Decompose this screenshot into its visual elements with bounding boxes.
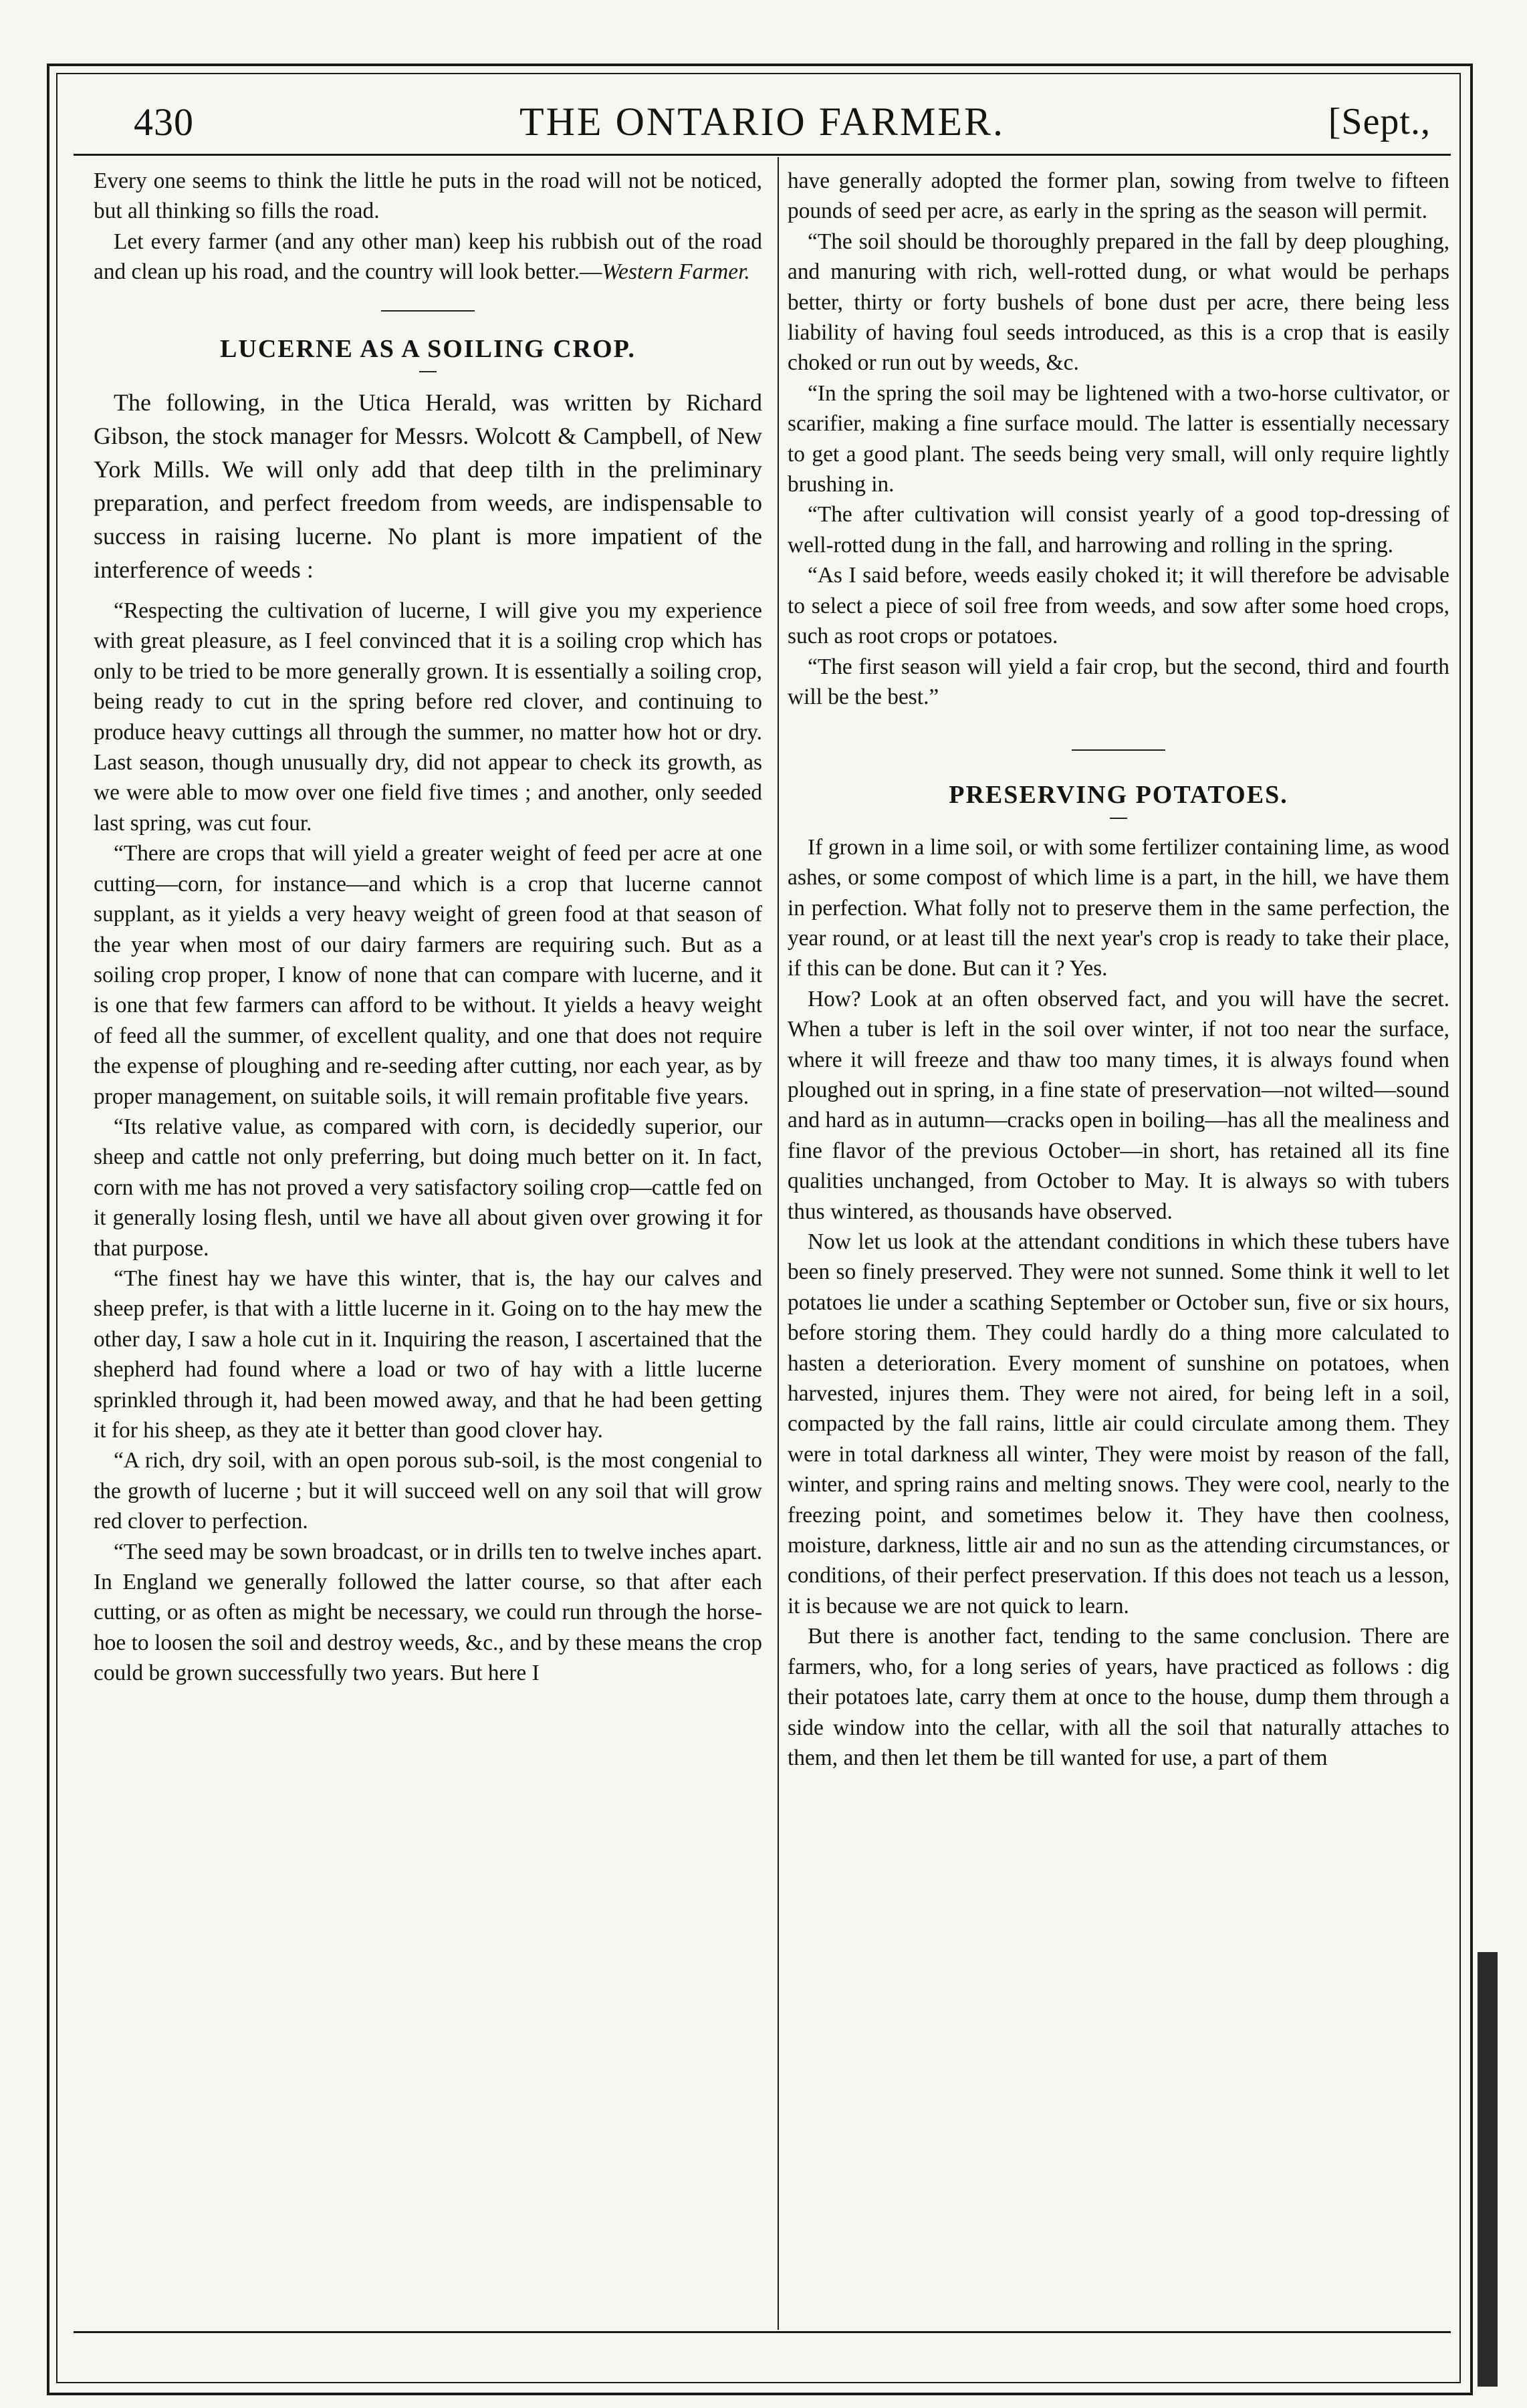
paragraph: “As I said before, weeds easily choked it; it will therefore be advisable to select a piece of soil free from weeds, and sow after some hoed crops, such as root crops or potatoes. [788,563,1449,649]
source-signature: Western Farmer. [602,259,750,285]
paragraph [94,227,762,287]
paragraph: “The first season will yield a fair crop, but the second, third and fourth will be the best.” [788,654,1449,709]
binding-shadow [1478,1952,1498,2387]
paragraph: “The after cultivation will consist yearly of a good top-dressing of well-rotted dung in the fall, and harrowing and rolling in the spring. [788,502,1449,558]
right-column [788,166,1449,2325]
footer-rule [74,2331,1451,2333]
header-rule [74,154,1451,156]
paragraph: “In the spring the soil may be lightened with a two-horse cultivator, or scarifier, making a fine surface mould. The latter is essentially necessary to get a good plant. The seeds being very small, will only require lightly brushing in. [788,380,1449,497]
paragraph: “The finest hay we have this winter, that is, the hay our calves and sheep prefer, is that with a little lucerne in it. Going on to the hay mew the other day, I saw a hole cut in it. Inquiring the reason, I ascertained that the shepherd had found where a load or two of hay with a little lucerne sprinkled through it, had been mowed away, and that he had been getting it for his sheep, as they ate it better than good clover hay. [94,1266,762,1443]
page-number: 430 [134,100,194,144]
paragraph: But there is another fact, tending to the same conclusion. There are farmers, who, for a long series of years, have practiced as follows : dig their potatoes late, carry them at once to the house, dump them through a side window into the cellar, with all the soil that naturally attaches to them, and then let them be till wanted for use, a part of them [788,1624,1449,1770]
paragraph: have generally adopted the former plan, sowing from twelve to fifteen pounds of seed per acre, as early in the spring as the season will permit. [788,168,1449,224]
left-column [94,166,762,2325]
paragraph: “The seed may be sown broadcast, or in drills ten to twelve inches apart. In England we generally followed the latter course, so that after each cutting, or as often as might be necessary, we could run through the horse-hoe to loosen the soil and destroy weeds, &c., and by these means the crop could be grown successfully two years. But here I [94,1539,762,1686]
paragraph: How? Look at an often observed fact, and you will have the secret. When a tuber is left in the soil over winter, if not too near the surface, where it will freeze and thaw too many times, it is always found when ploughed out in spring, in a fine state of preservation—not wilted—sound and hard as in autumn—cracks open in boiling—has all the mealiness and fine flavor of the previous October—in short, has retained all its fine qualities unchanged, from October to May. It is always so with tubers thus wintered, as thousands have observed. [788,986,1449,1224]
column-divider [778,157,779,2330]
article-title: LUCERNE AS A SOILING CROP. [220,334,636,363]
title-dash [1110,818,1127,819]
paragraph: If grown in a lime soil, or with some fertilizer containing lime, as wood ashes, or some compost of which lime is a part, in the hill, we have them in perfection. What folly not to preserve them in the same perfection, the year round, or at least till the next year's crop is ready to take their place, if this can be done. But can it ? Yes. [788,834,1449,981]
paragraph: “There are crops that will yield a greater weight of feed per acre at one cutting—corn, for instance—and which is a crop that lucerne cannot supplant, as it yields a very heavy weight of green food at that season of the year when most of our dairy farmers are requiring such. But as a soiling crop proper, I know of none that can compare with lucerne, and it is one that few farmers can afford to be without. It yields a heavy weight of feed all the summer, of excellent quality, and one that does not require the expense of ploughing and re-seeding after cutting, nor each year, as by proper management, on suitable soils, it will remain profitable five years. [94,841,762,1109]
paragraph: “The soil should be thoroughly prepared in the fall by deep ploughing, and manuring with rich, well-rotted dung, or what would be perhaps better, thirty or forty bushels of bone dust per acre, there being less liability of having foul seeds introduced, as this is a crop that is easily choked or run out by weeds, &c. [788,229,1449,376]
magazine-title: THE ONTARIO FARMER. [519,100,1006,144]
paragraph-text: Let every farmer (and any other man) keep his rubbish out of the road and clean up his road, and the country will look better.— [94,229,762,285]
paragraph: “Respecting the cultivation of lucerne, I will give you my experience with great pleasure, as I feel convinced that it is a soiling crop which has only to be tried to be more generally grown. It is essentially a soiling crop, being ready to cut in the spring before red clover, and continuing to produce heavy cuttings all through the summer, no matter how hot or dry. Last season, though unusually dry, did not appear to check its growth, as we were able to mow over one field five times ; and another, only seeded last spring, was cut four. [94,598,762,836]
paragraph: Every one seems to think the little he puts in the road will not be noticed, but all thinking so fills the road. [94,168,762,224]
paragraph: “Its relative value, as compared with corn, is decidedly superior, our sheep and cattle not only preferring, but doing much better on it. In fact, corn with me has not proved a very satisfactory soiling crop—cattle fed on it generally losing flesh, until we have all about given over growing it for that purpose. [94,1114,762,1261]
paragraph: “A rich, dry soil, with an open porous sub-soil, is the most congenial to the growth of lucerne ; but it will succeed well on any soil that will grow red clover to perfection. [94,1448,762,1534]
title-dash [419,371,437,372]
running-header [80,90,1444,154]
article-title: PRESERVING POTATOES. [949,781,1288,810]
quoted-letter [94,596,762,1689]
paragraph: Now let us look at the attendant conditions in which these tubers have been so finely preserved. They were not sunned. Some think it well to let potatoes lie under a scathing September or October sun, five or six hours, before storing them. They could hardly do a thing more calculated to hasten a deterioration. Every moment of sunshine on potatoes, when harvested, injures them. They were not aired, for being left in a soil, compacted by the fall rains, little air could circulate among them. They were in total darkness all winter, They were moist by reason of the fall, winter, and spring rains and melting snows. They were cool, nearly to the freezing point, and sometimes below it. They have then coolness, moisture, darkness, little air and no sun as the attending circumstances, or conditions, of their perfect preservation. If this does not teach us a lesson, it is because we are not quick to learn. [788,1229,1449,1618]
lead-paragraph: The following, in the Utica Herald, was written by Richard Gibson, the stock manager for Messrs. Wolcott & Campbell, of New York Mills. We will only add that deep tilth in the preliminary preparation, and perfect freedom from weeds, are indispensable to success in raising lucerne. No plant is more impatient of the interference of weeds : [94,389,762,584]
article-lead [94,386,762,586]
issue-month: [Sept., [1328,101,1431,142]
